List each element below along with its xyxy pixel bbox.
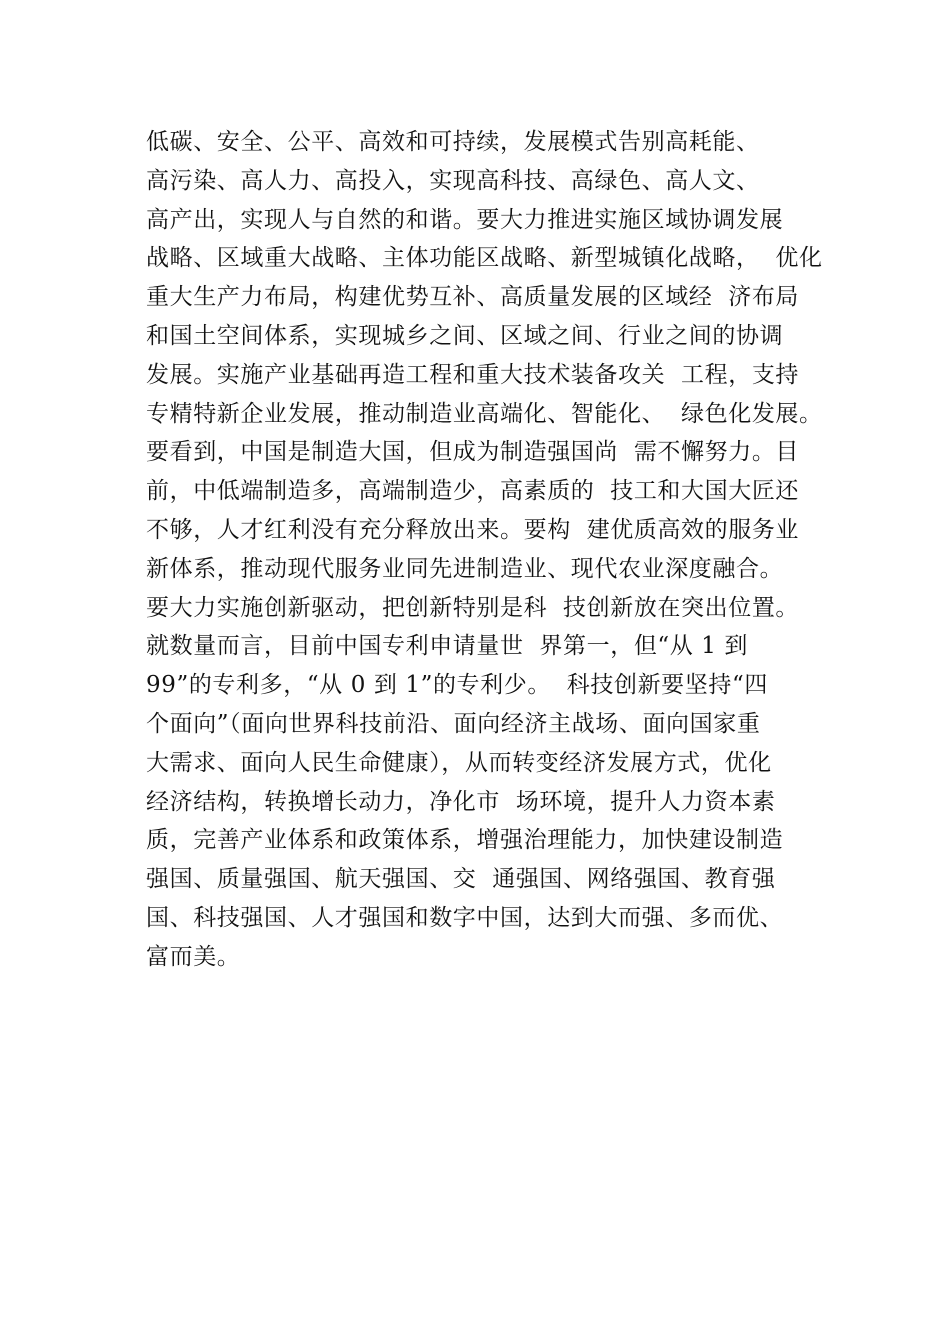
body-paragraph (146, 123, 846, 977)
text-line: 个面向”（面向世界科技前沿、面向经济主战场、面向国家重 (146, 710, 761, 737)
text-line: 经济结构，转换增长动力，净化市 场环境，提升人力资本素 (146, 788, 776, 815)
text-line: 不够，人才红利没有充分释放出来。要构 建优质高效的服务业 (146, 516, 800, 543)
text-line: 国、科技强国、人才强国和数字中国，达到大而强、多而优、 (146, 904, 784, 931)
text-line: 富而美。 (146, 943, 241, 970)
text-line: 高污染、高人力、高投入，实现高科技、高绿色、高人文、 (146, 167, 760, 194)
text-line: 前，中低端制造多，高端制造少，高素质的 技工和大国大匠还 (146, 478, 800, 505)
text-line: 和国土空间体系，实现城乡之间、区域之间、行业之间的协调 (146, 322, 784, 349)
text-line: 重大生产力布局，构建优势互补、高质量发展的区域经 济布局 (146, 284, 800, 311)
text-line: 发展。实施产业基础再造工程和重大技术装备攻关 工程，支持 (146, 361, 800, 388)
text-line: 就数量而言，目前中国专利申请量世 界第一，但“从 1 到 (146, 633, 749, 660)
text-line: 低碳、安全、公平、高效和可持续，发展模式告别高耗能、 (146, 129, 760, 155)
text-line: 高产出，实现人与自然的和谐。要大力推进实施区域协调发展 (146, 206, 784, 233)
text-line: 专精特新企业发展，推动制造业高端化、智能化、 绿色化发展。 (146, 400, 823, 427)
text-line: 质，完善产业体系和政策体系，增强治理能力，加快建设制造 (146, 827, 784, 854)
text-line: 要大力实施创新驱动，把创新特别是科 技创新放在突出位置。 (146, 594, 800, 621)
text-line: 新体系，推动现代服务业同先进制造业、现代农业深度融合。 (146, 555, 784, 582)
text-line: 强国、质量强国、航天强国、交 通强国、网络强国、教育强 (146, 866, 776, 893)
text-line: 要看到，中国是制造大国，但成为制造强国尚 需不懈努力。目 (146, 439, 800, 466)
text-line: 99”的专利多，“从 0 到 1”的专利少。 科技创新要坚持“四 (146, 672, 768, 699)
text-line: 大需求、面向人民生命健康），从而转变经济发展方式，优化 (146, 749, 772, 776)
text-line: 战略、区域重大战略、主体功能区战略、新型城镇化战略， 优化 (146, 245, 823, 272)
